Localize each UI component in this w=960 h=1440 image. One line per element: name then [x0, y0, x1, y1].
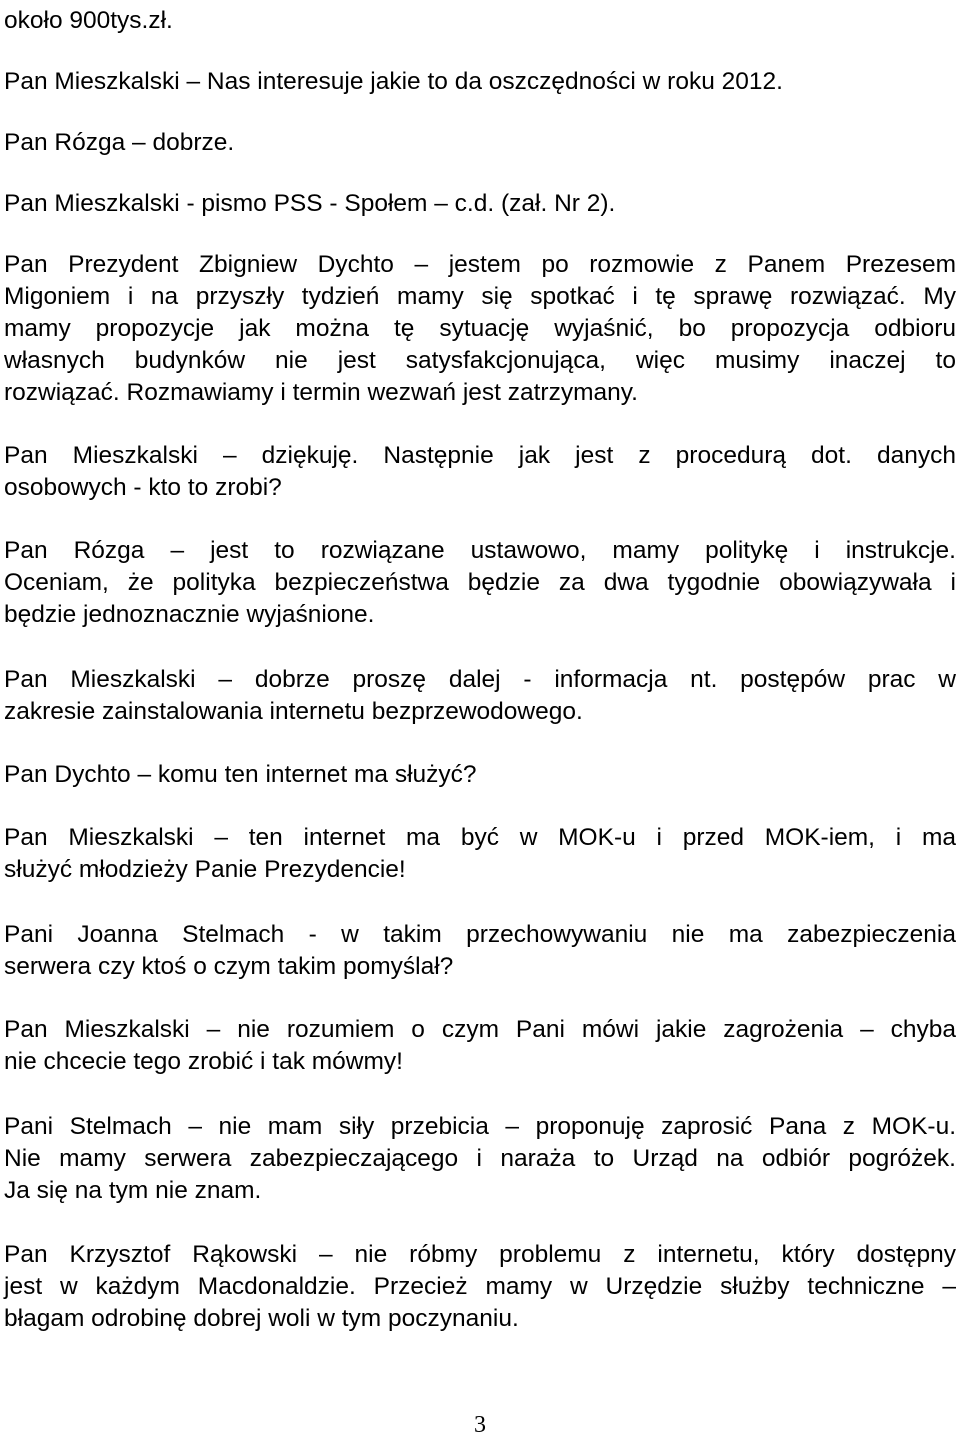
text-line: własnych budynków nie jest satysfakcjonująca, więc musimy inaczej to — [4, 347, 956, 374]
text-line: jest w każdym Macdonaldzie. Przecież mamy w Urzędzie służby techniczne – — [4, 1273, 956, 1300]
paragraph — [4, 535, 956, 631]
page-number: 3 — [474, 1412, 486, 1438]
paragraph — [4, 822, 956, 886]
text-line: Pani Stelmach – nie mam siły przebicia – proponuję zaprosić Pana z MOK-u. — [4, 1113, 956, 1140]
paragraph — [4, 127, 956, 159]
text-line: służyć młodzieży Panie Prezydencie! — [4, 856, 406, 883]
paragraph — [4, 249, 956, 409]
text-line: Pan Prezydent Zbigniew Dychto – jestem po rozmowie z Panem Prezesem — [4, 251, 956, 278]
text-line: Nie mamy serwera zabezpieczającego i naraża to Urząd na odbiór pogróżek. — [4, 1145, 956, 1172]
text-line: Pan Rózga – dobrze. — [4, 129, 235, 156]
text-line: Pan Mieszkalski - pismo PSS - Społem – c.d. (zał. Nr 2). — [4, 190, 616, 217]
text-line: błagam odrobinę dobrej woli w tym poczynaniu. — [4, 1305, 519, 1332]
text-line: rozwiązać. Rozmawiamy i termin wezwań jest zatrzymany. — [4, 379, 638, 406]
paragraph — [4, 66, 956, 98]
text-line: około 900tys.zł. — [4, 7, 173, 34]
text-line: Ja się na tym nie znam. — [4, 1177, 262, 1204]
text-line: mamy propozycje jak można tę sytuację wyjaśnić, bo propozycja odbioru — [4, 315, 956, 342]
text-line: Oceniam, że polityka bezpieczeństwa będzie za dwa tygodnie obowiązywała i — [4, 569, 956, 596]
paragraph — [4, 1111, 956, 1207]
text-line: Pan Mieszkalski – dobrze proszę dalej - informacja nt. postępów prac w — [4, 666, 956, 693]
paragraph — [4, 5, 956, 37]
paragraph — [4, 1014, 956, 1078]
paragraph — [4, 188, 956, 220]
paragraph — [4, 1239, 956, 1335]
text-line: serwera czy ktoś o czym takim pomyślał? — [4, 953, 454, 980]
paragraph — [4, 664, 956, 728]
paragraph — [4, 759, 956, 791]
text-line: Pan Dychto – komu ten internet ma służyć? — [4, 761, 477, 788]
text-line: Pan Krzysztof Rąkowski – nie róbmy problemu z internetu, który dostępny — [4, 1241, 956, 1268]
text-line: zakresie zainstalowania internetu bezprzewodowego. — [4, 698, 583, 725]
text-line: osobowych - kto to zrobi? — [4, 474, 282, 501]
paragraph — [4, 919, 956, 983]
text-line: nie chcecie tego zrobić i tak mówmy! — [4, 1048, 403, 1075]
paragraph — [4, 440, 956, 504]
text-line: Pan Rózga – jest to rozwiązane ustawowo, mamy politykę i instrukcje. — [4, 537, 956, 564]
text-line: Pan Mieszkalski – nie rozumiem o czym Pani mówi jakie zagrożenia – chyba — [4, 1016, 956, 1043]
text-line: Pani Joanna Stelmach - w takim przechowywaniu nie ma zabezpieczenia — [4, 921, 956, 948]
text-line: Migoniem i na przyszły tydzień mamy się spotkać i tę sprawę rozwiązać. My — [4, 283, 956, 310]
text-line: Pan Mieszkalski – ten internet ma być w MOK-u i przed MOK-iem, i ma — [4, 824, 956, 851]
text-line: Pan Mieszkalski – dziękuję. Następnie jak jest z procedurą dot. danych — [4, 442, 956, 469]
text-line: będzie jednoznacznie wyjaśnione. — [4, 601, 375, 628]
text-line: Pan Mieszkalski – Nas interesuje jakie to da oszczędności w roku 2012. — [4, 68, 783, 95]
